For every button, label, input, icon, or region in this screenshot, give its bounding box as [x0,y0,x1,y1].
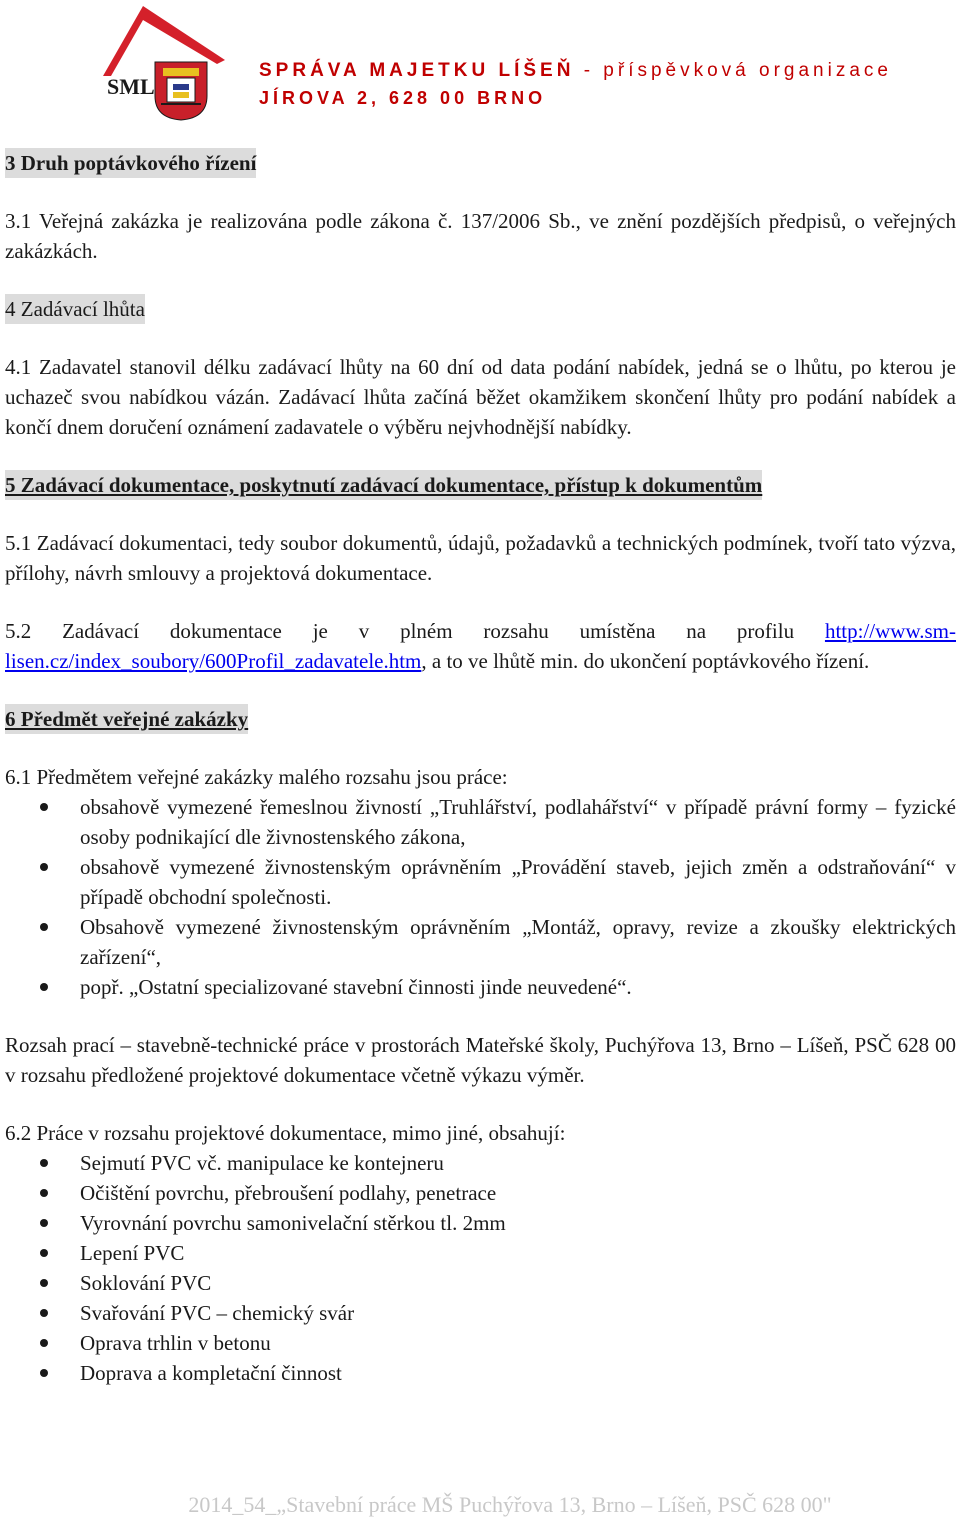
list-item: Doprava a kompletační činnost [5,1358,956,1388]
section-5-2-text-end: , a to ve lhůtě min. do ukončení poptávkového řízení. [421,649,870,673]
section-6-2-text: 6.2 Práce v rozsahu projektové dokumentace, mimo jiné, obsahují: [5,1121,566,1145]
organization-address: JÍROVA 2, 628 00 BRNO [259,88,547,108]
scope-text: Rozsah prací – stavebně-technické práce v prostorách Mateřské školy, Puchýřova 13, Brno – Líšeň, PSČ 628 00 v rozsahu předložené projektové dokumentace včetně výkazu výměr. [5,1033,956,1087]
bullet-icon [40,1339,48,1347]
bullet-icon [40,1219,48,1227]
list-item: obsahově vymezené živnostenským oprávněním „Provádění staveb, jejich změn a odstraňování“ v případě obchodní společnosti. [5,852,956,912]
list-item: Sejmutí PVC vč. manipulace ke kontejneru [5,1148,956,1178]
bullet-icon [40,803,48,811]
bullet-icon [40,1249,48,1257]
logo-text: SML [107,74,155,99]
works-list [5,1148,956,1388]
bullet-icon [40,983,48,991]
list-item: popř. „Ostatní specializované stavební činnosti jinde neuvedené“. [5,972,956,1002]
organization-name-type: - příspěvková organizace [574,60,892,81]
section-5-heading: 5 Zadávací dokumentace, poskytnutí zadávací dokumentace, přístup k dokumentům [5,470,762,500]
list-item: Vyrovnání povrchu samonivelační stěrkou tl. 2mm [5,1208,956,1238]
list-item: obsahově vymezené řemeslnou živností „Truhlářství, podlahářství“ v případě právní formy – fyzické osoby podnikající dle živnostenského zákona, [5,792,956,852]
document-body [5,148,956,1388]
section-5-1-text: 5.1 Zadávací dokumentaci, tedy soubor dokumentů, údajů, požadavků a technických podmínek, tvoří tato výzva, přílohy, návrh smlouvy a projektová dokumentace. [5,531,956,585]
section-3-heading: 3 Druh poptávkového řízení [5,148,256,178]
organization-name [259,60,892,82]
section-4-heading: 4 Zadávací lhůta [5,294,145,324]
section-6-1-text: 6.1 Předmětem veřejné zakázky malého rozsahu jsou práce: [5,765,508,789]
organization-logo [95,4,245,122]
page-footer: 2014_54_„Stavební práce MŠ Puchýřova 13, Brno – Líšeň, PSČ 628 00" [188,1492,832,1517]
bullet-icon [40,1369,48,1377]
bullet-icon [40,923,48,931]
bullet-icon [40,1159,48,1167]
bullet-icon [40,1279,48,1287]
list-item: Soklování PVC [5,1268,956,1298]
bullet-icon [40,863,48,871]
section-5-2-text [5,616,956,676]
section-6-heading: 6 Předmět veřejné zakázky [5,704,248,734]
profile-link[interactable]: http://www.sm-lisen.cz/index_soubory/600Profil_zadavatele.htm [5,619,956,673]
list-item: Oprava trhlin v betonu [5,1328,956,1358]
bullet-icon [40,1189,48,1197]
list-item: Svařování PVC – chemický svár [5,1298,956,1328]
bullet-icon [40,1309,48,1317]
organization-name-main: SPRÁVA MAJETKU LÍŠEŇ [259,60,575,81]
work-types-list [5,792,956,1002]
list-item: Obsahově vymezené živnostenským oprávněním „Montáž, opravy, revize a zkoušky elektrických zařízení“, [5,912,956,972]
section-5-2-text-start: 5.2 Zadávací dokumentace je v plném rozsahu umístěna na profilu [5,619,825,643]
page-header [0,0,960,130]
section-3-1-text: 3.1 Veřejná zakázka je realizována podle zákona č. 137/2006 Sb., ve znění pozdějších předpisů, o veřejných zakázkách. [5,209,956,263]
list-item: Lepení PVC [5,1238,956,1268]
section-4-1-text: 4.1 Zadavatel stanovil délku zadávací lhůty na 60 dní od data podání nabídek, jedná se o lhůtu, po kterou je uchazeč svou nabídkou vázán. Zadávací lhůta začíná běžet okamžikem skončení lhůty pro podání nabídek a končí dnem doručení oznámení zadavatele o výběru nejvhodnější nabídky. [5,355,956,439]
list-item: Očištění povrchu, přebroušení podlahy, penetrace [5,1178,956,1208]
